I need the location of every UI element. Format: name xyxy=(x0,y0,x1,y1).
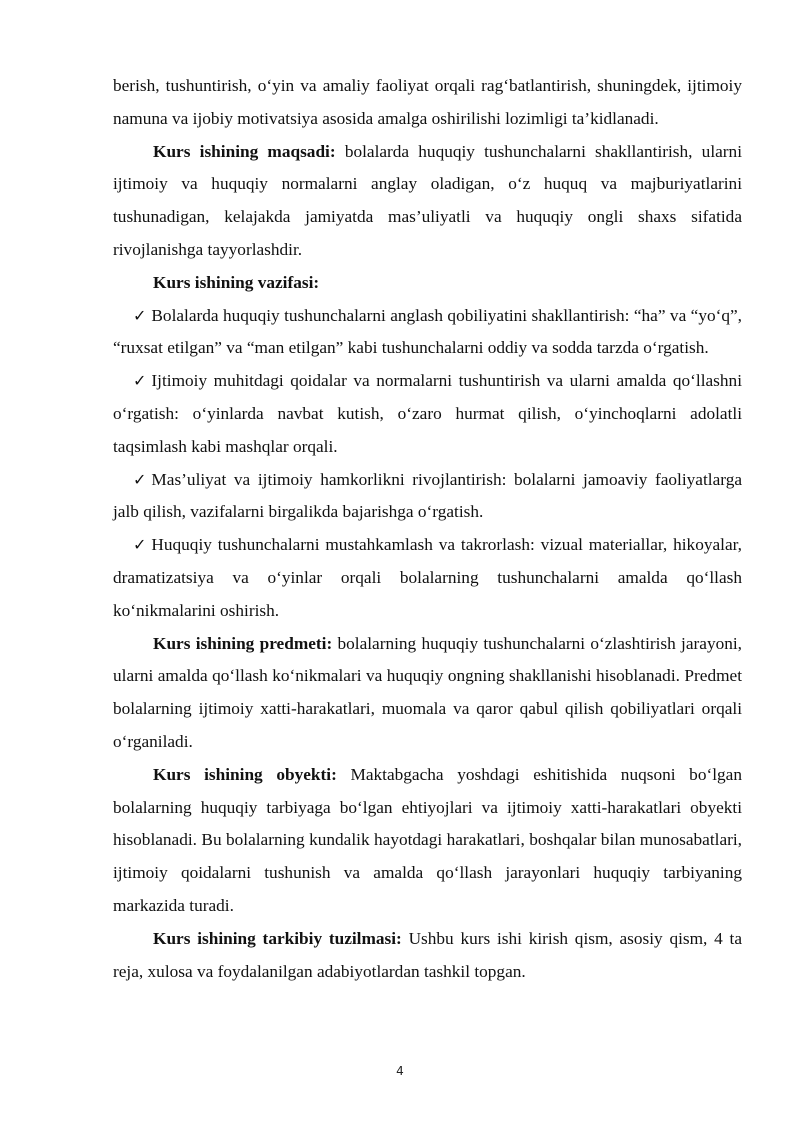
maqsad-text: bolalarda huquqiy tushunchalarni shakllantirish, ularni ijtimoiy va huquqiy normalarni anglay oladigan, o‘z huquq va majburiyatlarini tushunadigan, kelajakda jamiyatda mas’uliyatli va huquqiy ongli shaxs sifatida rivojlanishga tayyorlashdir. xyxy=(113,141,742,259)
check-mark-icon: ✓ xyxy=(133,469,147,489)
obyekt-text: Maktabgacha yoshdagi eshitishida nuqsoni bo‘lgan bolalarning huquqiy tarbiyaga bo‘lgan ehtiyojlari va ijtimoiy xatti-harakatlari obyekti hisoblanadi. Bu bolalarning kundalik hayotdagi harakatlari, boshqalar bilan munosabatlari, ijtimoiy qoidalarni tushunish va amalda qo‘llash jarayonlari huquqiy tarbiyaning markazida turadi. xyxy=(113,764,742,915)
vazifa-heading: Kurs ishining vazifasi: xyxy=(153,272,320,292)
vazifa-item xyxy=(113,300,742,366)
maqsad-paragraph xyxy=(113,136,742,267)
obyekt-paragraph xyxy=(113,759,742,923)
page-content xyxy=(113,70,742,988)
vazifa-heading-paragraph xyxy=(113,267,742,300)
tuzilma-heading: Kurs ishining tarkibiy tuzilmasi: xyxy=(153,928,402,948)
vazifa-item xyxy=(113,365,742,463)
check-mark-icon: ✓ xyxy=(133,305,147,325)
page-number: 4 xyxy=(396,1064,404,1078)
predmet-paragraph xyxy=(113,628,742,759)
tuzilma-text: Ushbu kurs ishi kirish qism, asosiy qism, 4 ta reja, xulosa va foydalanilgan adabiyotlardan tashkil topgan. xyxy=(113,928,743,981)
tuzilma-paragraph xyxy=(113,923,742,989)
vazifa-item-text: Ijtimoiy muhitdagi qoidalar va normalarni tushuntirish va ularni amalda qo‘llashni o‘rgatish: o‘yinlarda navbat kutish, o‘zaro hurmat qilish, o‘yinchoqlarni adolatli taqsimlash kabi mashqlar orqali. xyxy=(113,371,742,456)
obyekt-heading: Kurs ishining obyekti: xyxy=(153,764,337,784)
vazifa-item xyxy=(113,529,742,627)
predmet-heading: Kurs ishining predmeti: xyxy=(153,633,333,653)
intro-paragraph: berish, tushuntirish, o‘yin va amaliy faoliyat orqali rag‘batlantirish, shuningdek, ijtimoiy namuna va ijobiy motivatsiya asosida amalga oshirilishi lozimligi ta’kidlanadi. xyxy=(113,76,742,128)
vazifa-item-text: Mas’uliyat va ijtimoiy hamkorlikni rivojlantirish: bolalarni jamoaviy faoliyatlarga jalb qilish, vazifalarni birgalikda bajarishga o‘rgatish. xyxy=(113,469,742,522)
check-mark-icon: ✓ xyxy=(133,535,147,555)
vazifa-item-text: Bolalarda huquqiy tushunchalarni anglash qobiliyatini shakllantirish: “ha” va “yo‘q”, “ruxsat etilgan” va “man etilgan” kabi tushunchalarni oddiy va sodda tarzda o‘rgatish. xyxy=(113,305,742,358)
check-mark-icon: ✓ xyxy=(133,371,147,391)
vazifa-item-text: Huquqiy tushunchalarni mustahkamlash va takrorlash: vizual materiallar, hikoyalar, dramatizatsiya va o‘yinlar orqali bolalarning tushunchalarni amalda qo‘llash ko‘nikmalarini oshirish. xyxy=(113,535,742,620)
maqsad-heading: Kurs ishining maqsadi: xyxy=(153,141,336,161)
predmet-text: bolalarning huquqiy tushunchalarni o‘zlashtirish jarayoni, ularni amalda qo‘llash ko‘nikmalari va huquqiy ongning shakllanishi hisoblanadi. Predmet bolalarning ijtimoiy xatti-harakatlari, muomala va qaror qabul qilish qobiliyatlari orqali o‘rganiladi. xyxy=(113,633,742,751)
vazifa-item xyxy=(113,464,742,530)
